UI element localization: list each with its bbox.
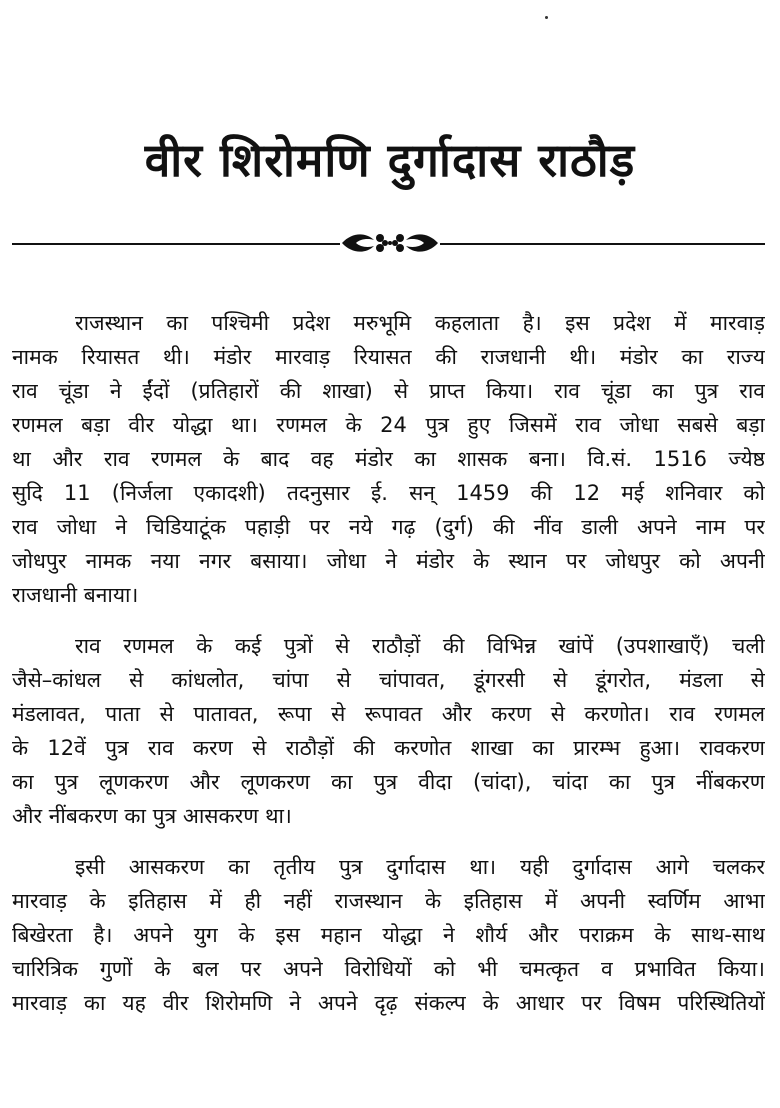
text-line: और नींबकरण का पुत्र आसकरण था। — [12, 804, 292, 828]
text-line: बिखेरता है। अपने युग के इस महान योद्धा ने शौर्य और पराक्रम के साथ-साथ — [12, 923, 765, 947]
paragraph-3 — [12, 850, 765, 1020]
text-line: सुदि 11 (निर्जला एकादशी) तदनुसार ई. सन् 1459 की 12 मई शनिवार को — [12, 481, 765, 505]
text-line: था और राव रणमल के बाद वह मंडोर का शासक बना। वि.सं. 1516 ज्येष्ठ — [12, 447, 765, 471]
text-line: इसी आसकरण का तृतीय पुत्र दुर्गादास था। यही दुर्गादास आगे चलकर — [75, 855, 765, 879]
text-line: राव चूंडा ने ईंदों (प्रतिहारों की शाखा) से प्राप्त किया। राव चूंडा का पुत्र राव — [12, 379, 765, 403]
text-line: रणमल बड़ा वीर योद्धा था। रणमल के 24 पुत्र हुए जिसमें राव जोधा सबसे बड़ा — [12, 413, 765, 437]
paragraph-2 — [12, 629, 765, 833]
divider-left — [12, 243, 340, 245]
text-line: राव जोधा ने चिडियाटूंक पहाड़ी पर नये गढ़ (दुर्ग) की नींव डाली अपने नाम पर — [12, 515, 765, 539]
text-line: राजधानी बनाया। — [12, 583, 139, 607]
text-line: जोधपुर नामक नया नगर बसाया। जोधा ने मंडोर के स्थान पर जोधपुर को अपनी — [12, 549, 765, 573]
text-line: मंडलावत, पाता से पातावत, रूपा से रूपावत और करण से करणोत। राव रणमल — [12, 702, 765, 726]
text-line: का पुत्र लूणकरण और लूणकरण का पुत्र वीदा (चांदा), चांदा का पुत्र नींबकरण — [12, 770, 765, 794]
text-line: जैसे–कांधल से कांधलोत, चांपा से चांपावत, डूंगरसी से डूंगरोत, मंडला से — [12, 668, 765, 692]
text-line: राजस्थान का पश्चिमी प्रदेश मरुभूमि कहलाता है। इस प्रदेश में मारवाड़ — [75, 311, 765, 335]
text-line: मारवाड़ के इतिहास में ही नहीं राजस्थान के इतिहास में अपनी स्वर्णिम आभा — [12, 889, 765, 913]
text-line: के 12वें पुत्र राव करण से राठौड़ों की करणोत शाखा का प्रारम्भ हुआ। रावकरण — [12, 736, 765, 760]
divider-right — [440, 243, 765, 245]
floral-ornament-icon — [338, 226, 442, 260]
article-body — [12, 306, 765, 1037]
text-line: मारवाड़ का यह वीर शिरोमणि ने अपने दृढ़ संकल्प के आधार पर विषम परिस्थितियों — [12, 991, 765, 1015]
scan-speck — [545, 16, 548, 19]
text-line: राव रणमल के कई पुत्रों से राठौड़ों की विभिन्न खांपें (उपशाखाएँ) चली — [75, 634, 765, 658]
text-line: चारित्रिक गुणों के बल पर अपने विरोधियों को भी चमत्कृत व प्रभावित किया। — [12, 957, 765, 981]
page-title: वीर शिरोमणि दुर्गादास राठौड़ — [144, 133, 636, 187]
paragraph-1 — [12, 306, 765, 612]
text-line: नामक रियासत थी। मंडोर मारवाड़ रियासत की राजधानी थी। मंडोर का राज्य — [12, 345, 765, 369]
